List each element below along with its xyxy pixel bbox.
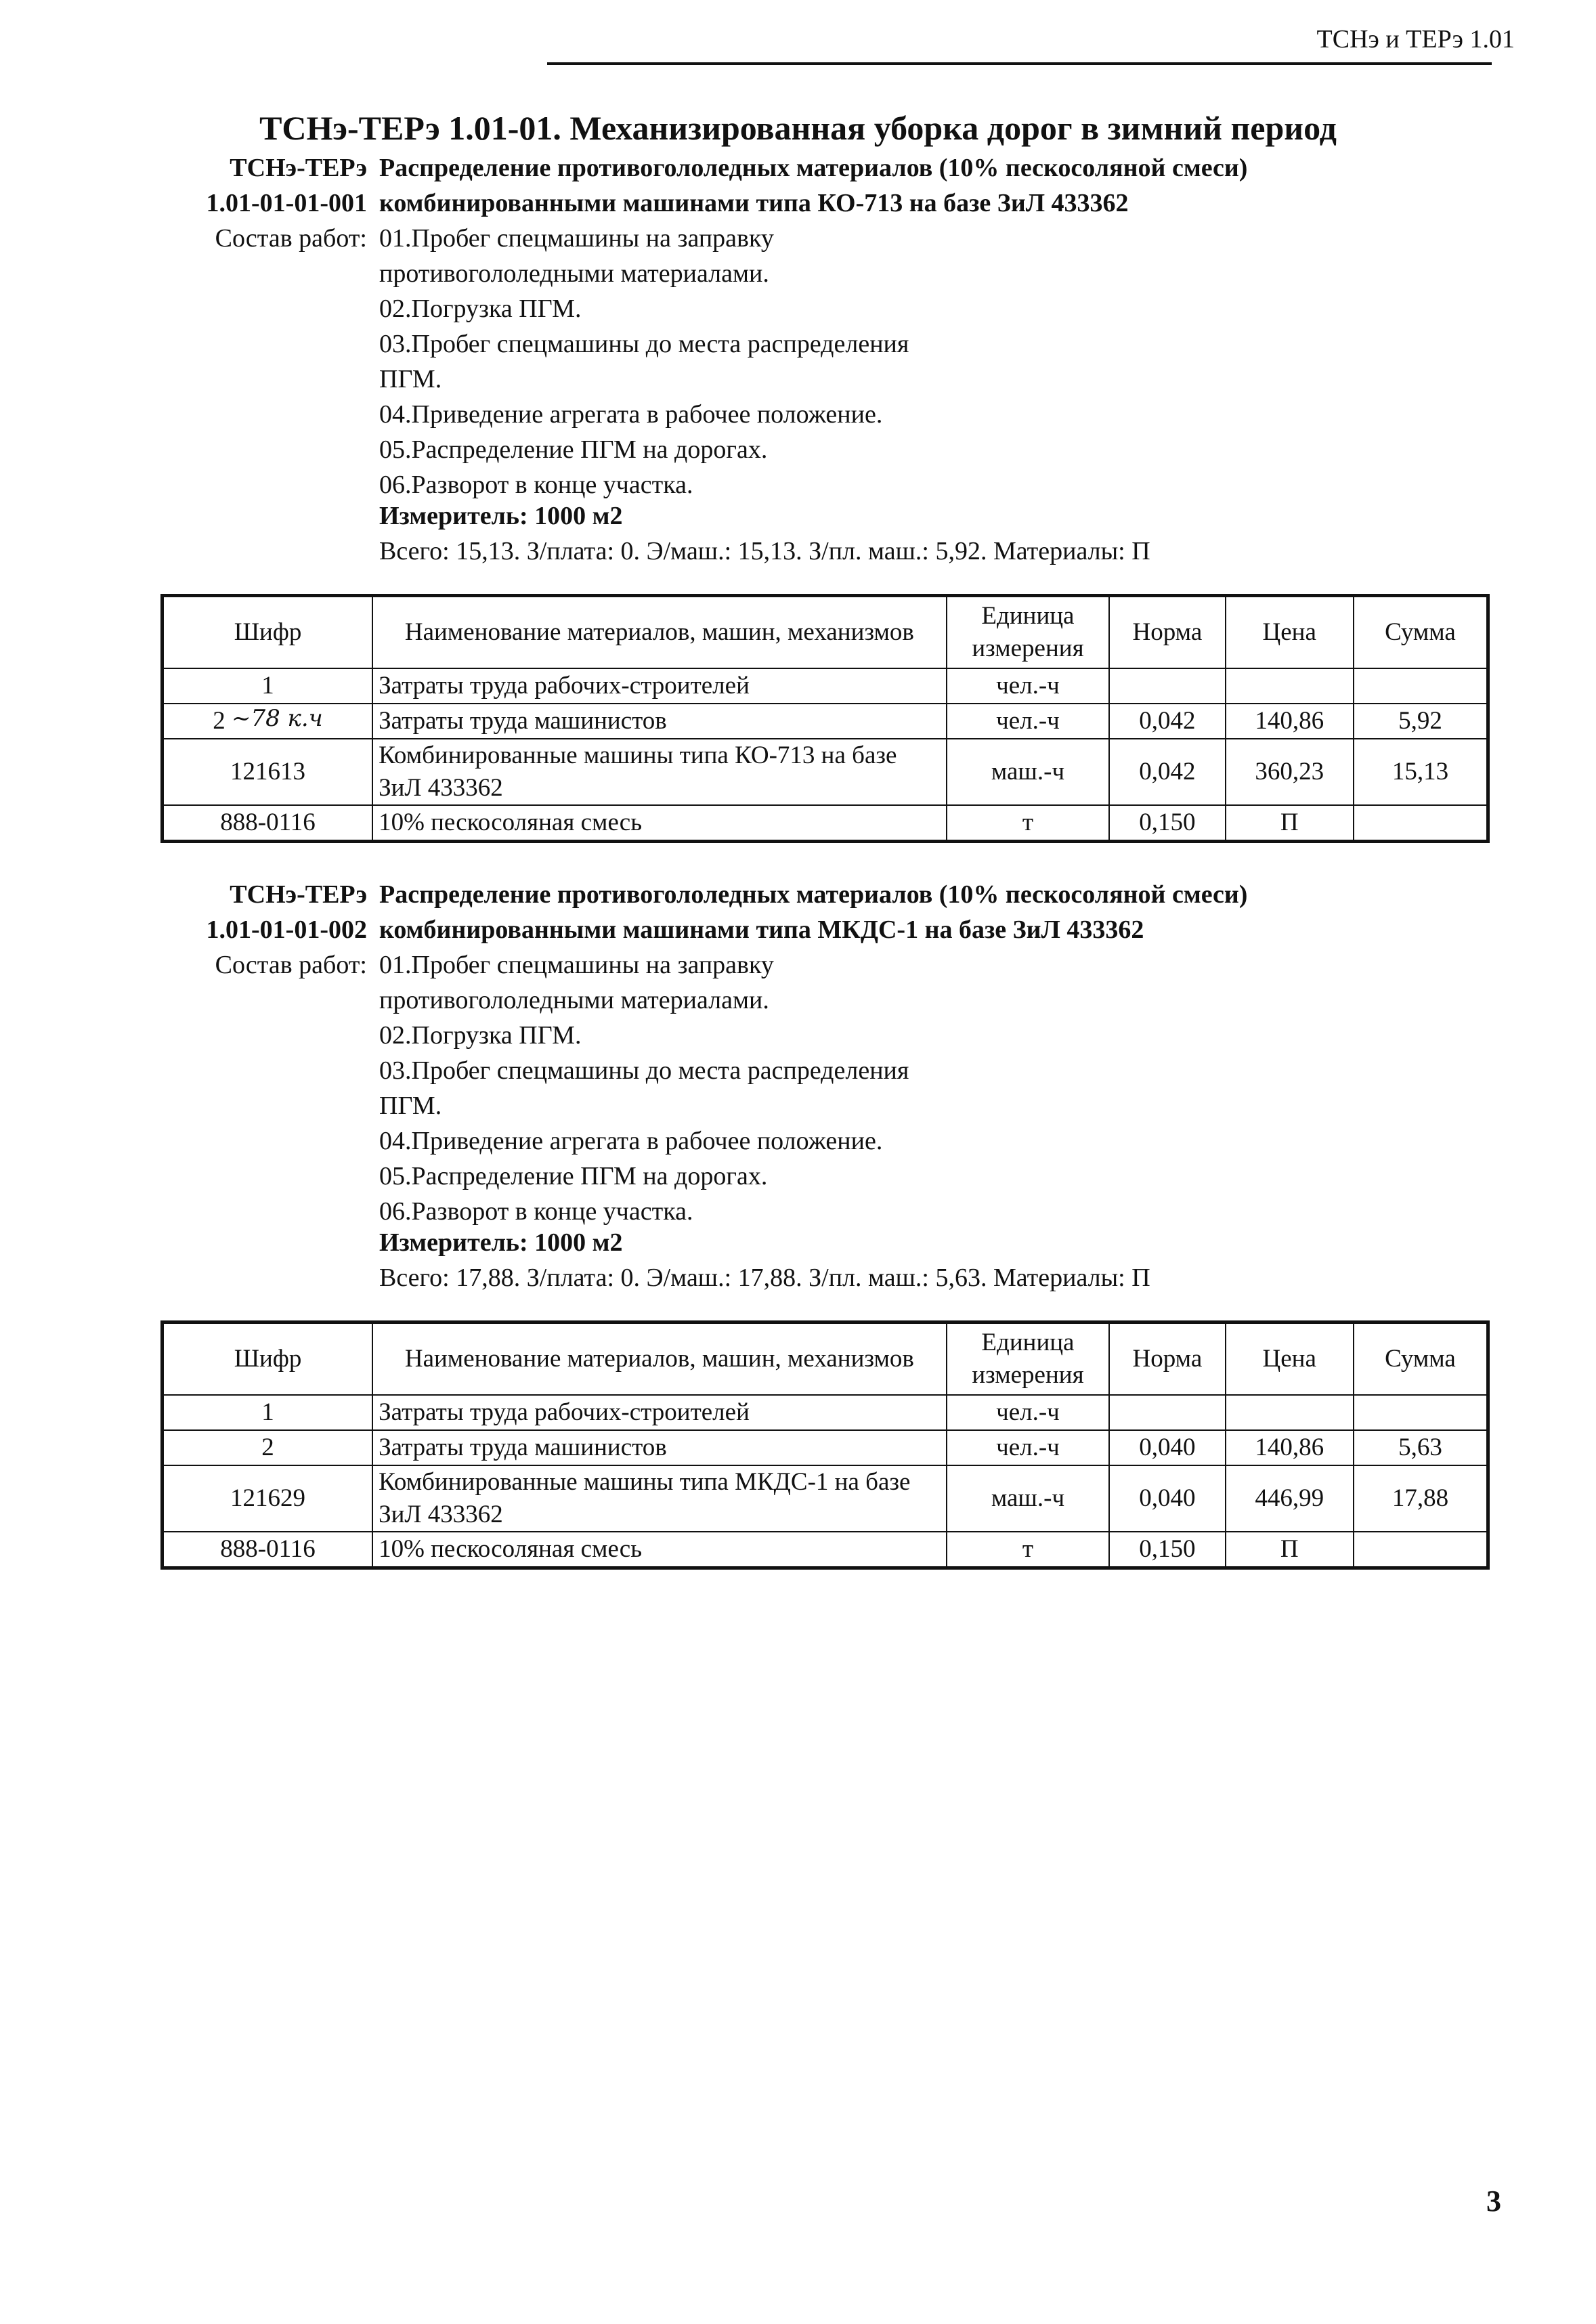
cell-price: 140,86	[1226, 1430, 1354, 1465]
work-item: 03.Пробег спецмашины до места распределения	[379, 330, 909, 358]
cell-name: Затраты труда рабочих-строителей	[372, 1395, 947, 1430]
norm-block-002	[163, 877, 1490, 1295]
works-box	[379, 221, 1490, 502]
cell-norm: 0,040	[1109, 1430, 1225, 1465]
col-header-code: Шифр	[163, 596, 373, 669]
cell-price: П	[1226, 1532, 1354, 1568]
cell-name: Комбинированные машины типа КО-713 на базе ЗиЛ 433362	[372, 739, 947, 805]
cell-sum	[1354, 805, 1488, 842]
works-box	[379, 947, 1490, 1229]
work-item: 03.Пробег спецмашины до места распределения	[379, 1056, 909, 1085]
cell-code: 121629	[163, 1465, 373, 1532]
table-row	[163, 1532, 1488, 1568]
cell-norm	[1109, 1395, 1225, 1430]
running-header: ТСНэ и ТЕРэ 1.01	[1316, 25, 1515, 53]
cell-code: 2	[163, 1430, 373, 1465]
cell-sum	[1354, 1395, 1488, 1430]
cell-price	[1226, 668, 1354, 704]
cell-norm: 0,040	[1109, 1465, 1225, 1532]
table-row	[163, 805, 1488, 842]
cell-unit: маш.-ч	[947, 1465, 1110, 1532]
cell-price: 446,99	[1226, 1465, 1354, 1532]
work-item: 02.Погрузка ПГМ.	[379, 1021, 582, 1050]
cell-unit: т	[947, 1532, 1110, 1568]
cell-code: 1	[163, 668, 373, 704]
norm-title-line2: комбинированными машинами типа МКДС-1 на базе ЗиЛ 433362	[379, 916, 1144, 944]
work-item: ПГМ.	[379, 1092, 442, 1120]
cell-price	[1226, 1395, 1354, 1430]
cell-sum: 17,88	[1354, 1465, 1488, 1532]
work-item: 05.Распределение ПГМ на дорогах.	[379, 1162, 768, 1190]
cell-name: Затраты труда машинистов	[372, 704, 947, 739]
work-item: 05.Распределение ПГМ на дорогах.	[379, 435, 768, 464]
cell-unit: чел.-ч	[947, 668, 1110, 704]
norm-code: 1.01-01-01-001	[206, 189, 367, 217]
cell-sum	[1354, 1532, 1488, 1568]
header-rule	[547, 62, 1492, 65]
work-item: 04.Приведение агрегата в рабочее положение.	[379, 400, 883, 429]
col-header-name: Наименование материалов, машин, механизмов	[372, 1322, 947, 1396]
works-list	[379, 947, 975, 1229]
handwritten-note: ~78 к.ч	[231, 705, 323, 732]
table-row	[163, 704, 1488, 739]
works-label: Состав работ:	[215, 224, 367, 253]
col-header-sum: Сумма	[1354, 1322, 1488, 1396]
cell-sum: 15,13	[1354, 739, 1488, 805]
work-item: 04.Приведение агрегата в рабочее положение.	[379, 1127, 883, 1155]
resources-table-001	[160, 594, 1490, 843]
page-number: 3	[1486, 2185, 1501, 2218]
meter: Измеритель: 1000 м2	[379, 502, 623, 530]
norm-title-line1: Распределение противогололедных материалов (10% пескосоляной смеси)	[379, 154, 1248, 182]
cell-sum: 5,63	[1354, 1430, 1488, 1465]
cell-price: П	[1226, 805, 1354, 842]
cell-unit: чел.-ч	[947, 1395, 1110, 1430]
norm-block-001	[163, 150, 1490, 569]
cell-price: 360,23	[1226, 739, 1354, 805]
work-item: 01.Пробег спецмашины на заправку	[379, 951, 774, 979]
totals: Всего: 17,88. З/плата: 0. Э/маш.: 17,88. З/пл. маш.: 5,63. Материалы: П	[379, 1264, 1150, 1292]
cell-code: 888-0116	[163, 1532, 373, 1568]
cell-name: Затраты труда машинистов	[372, 1430, 947, 1465]
norm-title-line2: комбинированными машинами типа КО-713 на базе ЗиЛ 433362	[379, 189, 1129, 217]
col-header-norm: Норма	[1109, 596, 1225, 669]
cell-name: 10% пескосоляная смесь	[372, 1532, 947, 1568]
col-header-price: Цена	[1226, 1322, 1354, 1396]
table-row	[163, 1465, 1488, 1532]
norm-code-prefix: ТСНэ-ТЕРэ	[230, 154, 367, 182]
col-header-sum: Сумма	[1354, 596, 1488, 669]
cell-norm	[1109, 668, 1225, 704]
work-item: ПГМ.	[379, 365, 442, 393]
cell-code: 1	[163, 1395, 373, 1430]
cell-norm: 0,150	[1109, 805, 1225, 842]
cell-code: 2	[213, 707, 225, 735]
col-header-unit: Единица измерения	[947, 596, 1110, 669]
resources-table-002	[160, 1320, 1490, 1570]
norm-code-prefix: ТСНэ-ТЕРэ	[230, 880, 367, 909]
norm-title-line1: Распределение противогололедных материалов (10% пескосоляной смеси)	[379, 880, 1248, 909]
work-item: противогололедными материалами.	[379, 259, 769, 288]
cell-sum: 5,92	[1354, 704, 1488, 739]
cell-norm: 0,042	[1109, 704, 1225, 739]
norm-code: 1.01-01-01-002	[206, 916, 367, 944]
cell-code-with-note	[163, 704, 373, 739]
col-header-code: Шифр	[163, 1322, 373, 1396]
cell-code: 888-0116	[163, 805, 373, 842]
cell-name: 10% пескосоляная смесь	[372, 805, 947, 842]
work-item: 06.Разворот в конце участка.	[379, 471, 693, 499]
work-item: 06.Разворот в конце участка.	[379, 1197, 693, 1226]
col-header-name: Наименование материалов, машин, механизмов	[372, 596, 947, 669]
table-row	[163, 1430, 1488, 1465]
table-row	[163, 668, 1488, 704]
cell-code: 121613	[163, 739, 373, 805]
cell-unit: маш.-ч	[947, 739, 1110, 805]
work-item: 01.Пробег спецмашины на заправку	[379, 224, 774, 253]
cell-norm: 0,042	[1109, 739, 1225, 805]
cell-price: 140,86	[1226, 704, 1354, 739]
cell-unit: чел.-ч	[947, 704, 1110, 739]
table-row	[163, 1395, 1488, 1430]
work-item: 02.Погрузка ПГМ.	[379, 295, 582, 323]
totals: Всего: 15,13. З/плата: 0. Э/маш.: 15,13. З/пл. маш.: 5,92. Материалы: П	[379, 537, 1150, 565]
cell-unit: т	[947, 805, 1110, 842]
works-label: Состав работ:	[215, 951, 367, 979]
section-title: ТСНэ-ТЕРэ 1.01-01. Механизированная уборка дорог в зимний период	[259, 109, 1337, 147]
meter: Измеритель: 1000 м2	[379, 1228, 623, 1257]
work-item: противогололедными материалами.	[379, 986, 769, 1014]
cell-name: Затраты труда рабочих-строителей	[372, 668, 947, 704]
cell-unit: чел.-ч	[947, 1430, 1110, 1465]
cell-name: Комбинированные машины типа МКДС-1 на базе ЗиЛ 433362	[372, 1465, 947, 1532]
col-header-price: Цена	[1226, 596, 1354, 669]
cell-sum	[1354, 668, 1488, 704]
table-row	[163, 739, 1488, 805]
works-list	[379, 221, 975, 502]
col-header-unit: Единица измерения	[947, 1322, 1110, 1396]
col-header-norm: Норма	[1109, 1322, 1225, 1396]
cell-norm: 0,150	[1109, 1532, 1225, 1568]
